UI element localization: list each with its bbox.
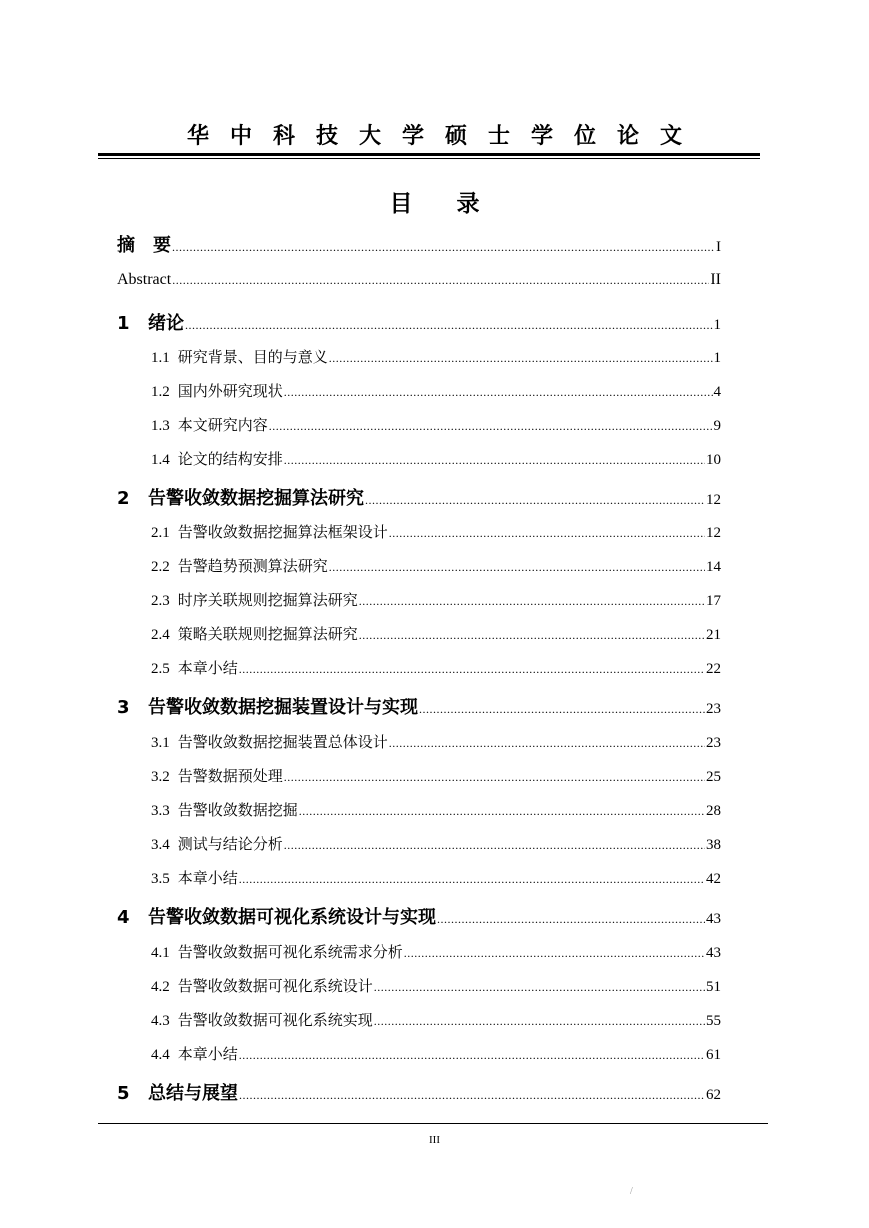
toc-entry-page: 4 bbox=[713, 384, 721, 400]
toc-entry-title: 告警收敛数据挖掘装置设计与实现 bbox=[148, 697, 418, 718]
toc-entry[interactable] bbox=[117, 309, 721, 335]
toc-entry-page: 61 bbox=[706, 1047, 721, 1063]
toc-entry[interactable] bbox=[117, 231, 721, 257]
toc-entry-page: 23 bbox=[706, 735, 721, 751]
toc-title: 目 录 bbox=[389, 191, 498, 217]
toc-entry-page: 43 bbox=[706, 911, 721, 927]
toc-entry-title: 总结与展望 bbox=[148, 1083, 238, 1104]
dot-leader bbox=[389, 736, 705, 751]
dot-leader bbox=[404, 946, 705, 961]
dot-leader bbox=[299, 804, 705, 819]
dot-leader bbox=[284, 385, 713, 400]
toc-entry-title: 本文研究内容 bbox=[177, 416, 268, 434]
toc-entry[interactable] bbox=[151, 657, 721, 678]
header-rule-thick bbox=[98, 153, 760, 156]
toc-entry[interactable] bbox=[151, 448, 721, 469]
dot-leader bbox=[419, 702, 705, 717]
toc-entry-number: 4.4 bbox=[151, 1047, 170, 1063]
dot-leader bbox=[374, 1014, 705, 1029]
toc-entry-number: 3.2 bbox=[151, 769, 170, 785]
toc-entry-title: 论文的结构安排 bbox=[177, 450, 283, 468]
toc-entry-title: 告警收敛数据可视化系统设计与实现 bbox=[148, 907, 436, 928]
toc-entry[interactable] bbox=[151, 521, 721, 542]
toc-entry[interactable] bbox=[151, 765, 721, 786]
toc-entry-page: 38 bbox=[706, 837, 721, 853]
toc-entry-page: II bbox=[710, 271, 721, 288]
toc-entry[interactable] bbox=[151, 623, 721, 644]
toc-entry-title: 国内外研究现状 bbox=[177, 382, 283, 400]
toc-entry-title: 告警收敛数据挖掘 bbox=[177, 801, 298, 819]
toc-entry-page: 51 bbox=[706, 979, 721, 995]
dot-leader bbox=[239, 872, 705, 887]
toc-entry[interactable] bbox=[151, 1009, 721, 1030]
dot-leader bbox=[359, 628, 705, 643]
toc-entry-number: 3.1 bbox=[151, 735, 170, 751]
dot-leader bbox=[389, 526, 705, 541]
toc-entry-number: 4.1 bbox=[151, 945, 170, 961]
toc-entry[interactable] bbox=[151, 833, 721, 854]
corner-mark: / bbox=[630, 1186, 633, 1197]
toc-entry[interactable] bbox=[151, 731, 721, 752]
toc-entry[interactable] bbox=[151, 1043, 721, 1064]
toc-entry[interactable] bbox=[151, 380, 721, 401]
toc-entry-page: 62 bbox=[706, 1087, 721, 1103]
toc-entry[interactable] bbox=[151, 975, 721, 996]
toc-entry-title: 时序关联规则挖掘算法研究 bbox=[177, 591, 358, 609]
toc-entry-title: 告警收敛数据挖掘算法框架设计 bbox=[177, 523, 388, 541]
dot-leader bbox=[185, 318, 713, 333]
dot-leader bbox=[239, 662, 705, 677]
toc-entry-title: 绪论 bbox=[148, 313, 184, 334]
toc-entry-title: 告警数据预处理 bbox=[177, 767, 283, 785]
header-rule-thin bbox=[98, 158, 760, 159]
dot-leader bbox=[269, 419, 713, 434]
toc-entry[interactable] bbox=[151, 414, 721, 435]
dot-leader bbox=[374, 980, 705, 995]
toc-entry[interactable] bbox=[117, 271, 721, 289]
thesis-running-header: 华中科技大学硕士学位论文 bbox=[186, 123, 703, 149]
toc-entry-title: Abstract bbox=[117, 271, 172, 288]
toc-entry-title: 本章小结 bbox=[177, 869, 238, 887]
toc-entry[interactable] bbox=[151, 799, 721, 820]
dot-leader bbox=[437, 912, 705, 927]
toc-entry-number: 2.3 bbox=[151, 593, 170, 609]
toc-entry[interactable] bbox=[117, 693, 721, 719]
toc-entry-number: 2.2 bbox=[151, 559, 170, 575]
toc-entry-title: 测试与结论分析 bbox=[177, 835, 283, 853]
toc-entry-title: 本章小结 bbox=[177, 1045, 238, 1063]
toc-entry-page: I bbox=[716, 239, 721, 255]
toc-entry-number: 2 bbox=[117, 488, 130, 509]
toc-entry-title: 摘 要 bbox=[117, 235, 171, 256]
toc-entry[interactable] bbox=[117, 484, 721, 510]
toc-entry-number: 4 bbox=[117, 907, 130, 928]
toc-entry[interactable] bbox=[151, 867, 721, 888]
toc-entry-number: 4.2 bbox=[151, 979, 170, 995]
toc-entry-page: 14 bbox=[706, 559, 721, 575]
toc-entry-number: 4.3 bbox=[151, 1013, 170, 1029]
toc-entry-title: 告警收敛数据挖掘算法研究 bbox=[148, 488, 364, 509]
toc-entry-number: 1 bbox=[117, 313, 130, 334]
dot-leader bbox=[239, 1088, 705, 1103]
toc-entry-page: 12 bbox=[706, 525, 721, 541]
toc-entry[interactable] bbox=[151, 555, 721, 576]
toc-entry-page: 28 bbox=[706, 803, 721, 819]
toc-entry[interactable] bbox=[117, 903, 721, 929]
toc-entry-number: 2.4 bbox=[151, 627, 170, 643]
dot-leader bbox=[172, 273, 709, 288]
dot-leader bbox=[284, 838, 705, 853]
toc-entry-number: 1.1 bbox=[151, 350, 170, 366]
page-number: III bbox=[429, 1134, 440, 1146]
toc-entry-title: 告警收敛数据可视化系统实现 bbox=[177, 1011, 373, 1029]
toc-entry-page: 22 bbox=[706, 661, 721, 677]
toc-entry-title: 告警收敛数据可视化系统需求分析 bbox=[177, 943, 403, 961]
toc-entry-title: 告警收敛数据挖掘装置总体设计 bbox=[177, 733, 388, 751]
dot-leader bbox=[329, 560, 705, 575]
toc-entry-number: 3.3 bbox=[151, 803, 170, 819]
toc-entry-page: 17 bbox=[706, 593, 721, 609]
toc-entry-page: 23 bbox=[706, 701, 721, 717]
toc-entry-page: 21 bbox=[706, 627, 721, 643]
toc-entry-page: 55 bbox=[706, 1013, 721, 1029]
toc-entry-number: 3.5 bbox=[151, 871, 170, 887]
toc-entry-number: 1.2 bbox=[151, 384, 170, 400]
toc-entry[interactable] bbox=[151, 589, 721, 610]
toc-entry-page: 25 bbox=[706, 769, 721, 785]
toc-entry-number: 2.1 bbox=[151, 525, 170, 541]
toc-entry-number: 5 bbox=[117, 1083, 130, 1104]
toc-entry[interactable] bbox=[151, 941, 721, 962]
dot-leader bbox=[172, 240, 715, 255]
toc-entry-number: 2.5 bbox=[151, 661, 170, 677]
toc-entry-page: 42 bbox=[706, 871, 721, 887]
toc-entry-page: 9 bbox=[713, 418, 721, 434]
toc-entry-page: 10 bbox=[706, 452, 721, 468]
dot-leader bbox=[239, 1048, 705, 1063]
toc-entry-title: 研究背景、目的与意义 bbox=[177, 348, 328, 366]
footer-rule bbox=[98, 1123, 768, 1124]
dot-leader bbox=[365, 493, 705, 508]
toc-entry-page: 43 bbox=[706, 945, 721, 961]
dot-leader bbox=[284, 770, 705, 785]
toc-entry-page: 12 bbox=[706, 492, 721, 508]
toc-entry-number: 3 bbox=[117, 697, 130, 718]
dot-leader bbox=[359, 594, 705, 609]
toc-entry-number: 3.4 bbox=[151, 837, 170, 853]
toc-entry-number: 1.3 bbox=[151, 418, 170, 434]
toc-entry-number: 1.4 bbox=[151, 452, 170, 468]
toc-entry-title: 本章小结 bbox=[177, 659, 238, 677]
dot-leader bbox=[329, 351, 713, 366]
dot-leader bbox=[284, 453, 705, 468]
toc-entry-page: 1 bbox=[713, 317, 721, 333]
toc-entry-title: 策略关联规则挖掘算法研究 bbox=[177, 625, 358, 643]
toc-entry[interactable] bbox=[151, 346, 721, 367]
toc-entry-page: 1 bbox=[713, 350, 721, 366]
toc-entry-title: 告警收敛数据可视化系统设计 bbox=[177, 977, 373, 995]
toc-entry[interactable] bbox=[117, 1079, 721, 1105]
toc-entry-title: 告警趋势预测算法研究 bbox=[177, 557, 328, 575]
